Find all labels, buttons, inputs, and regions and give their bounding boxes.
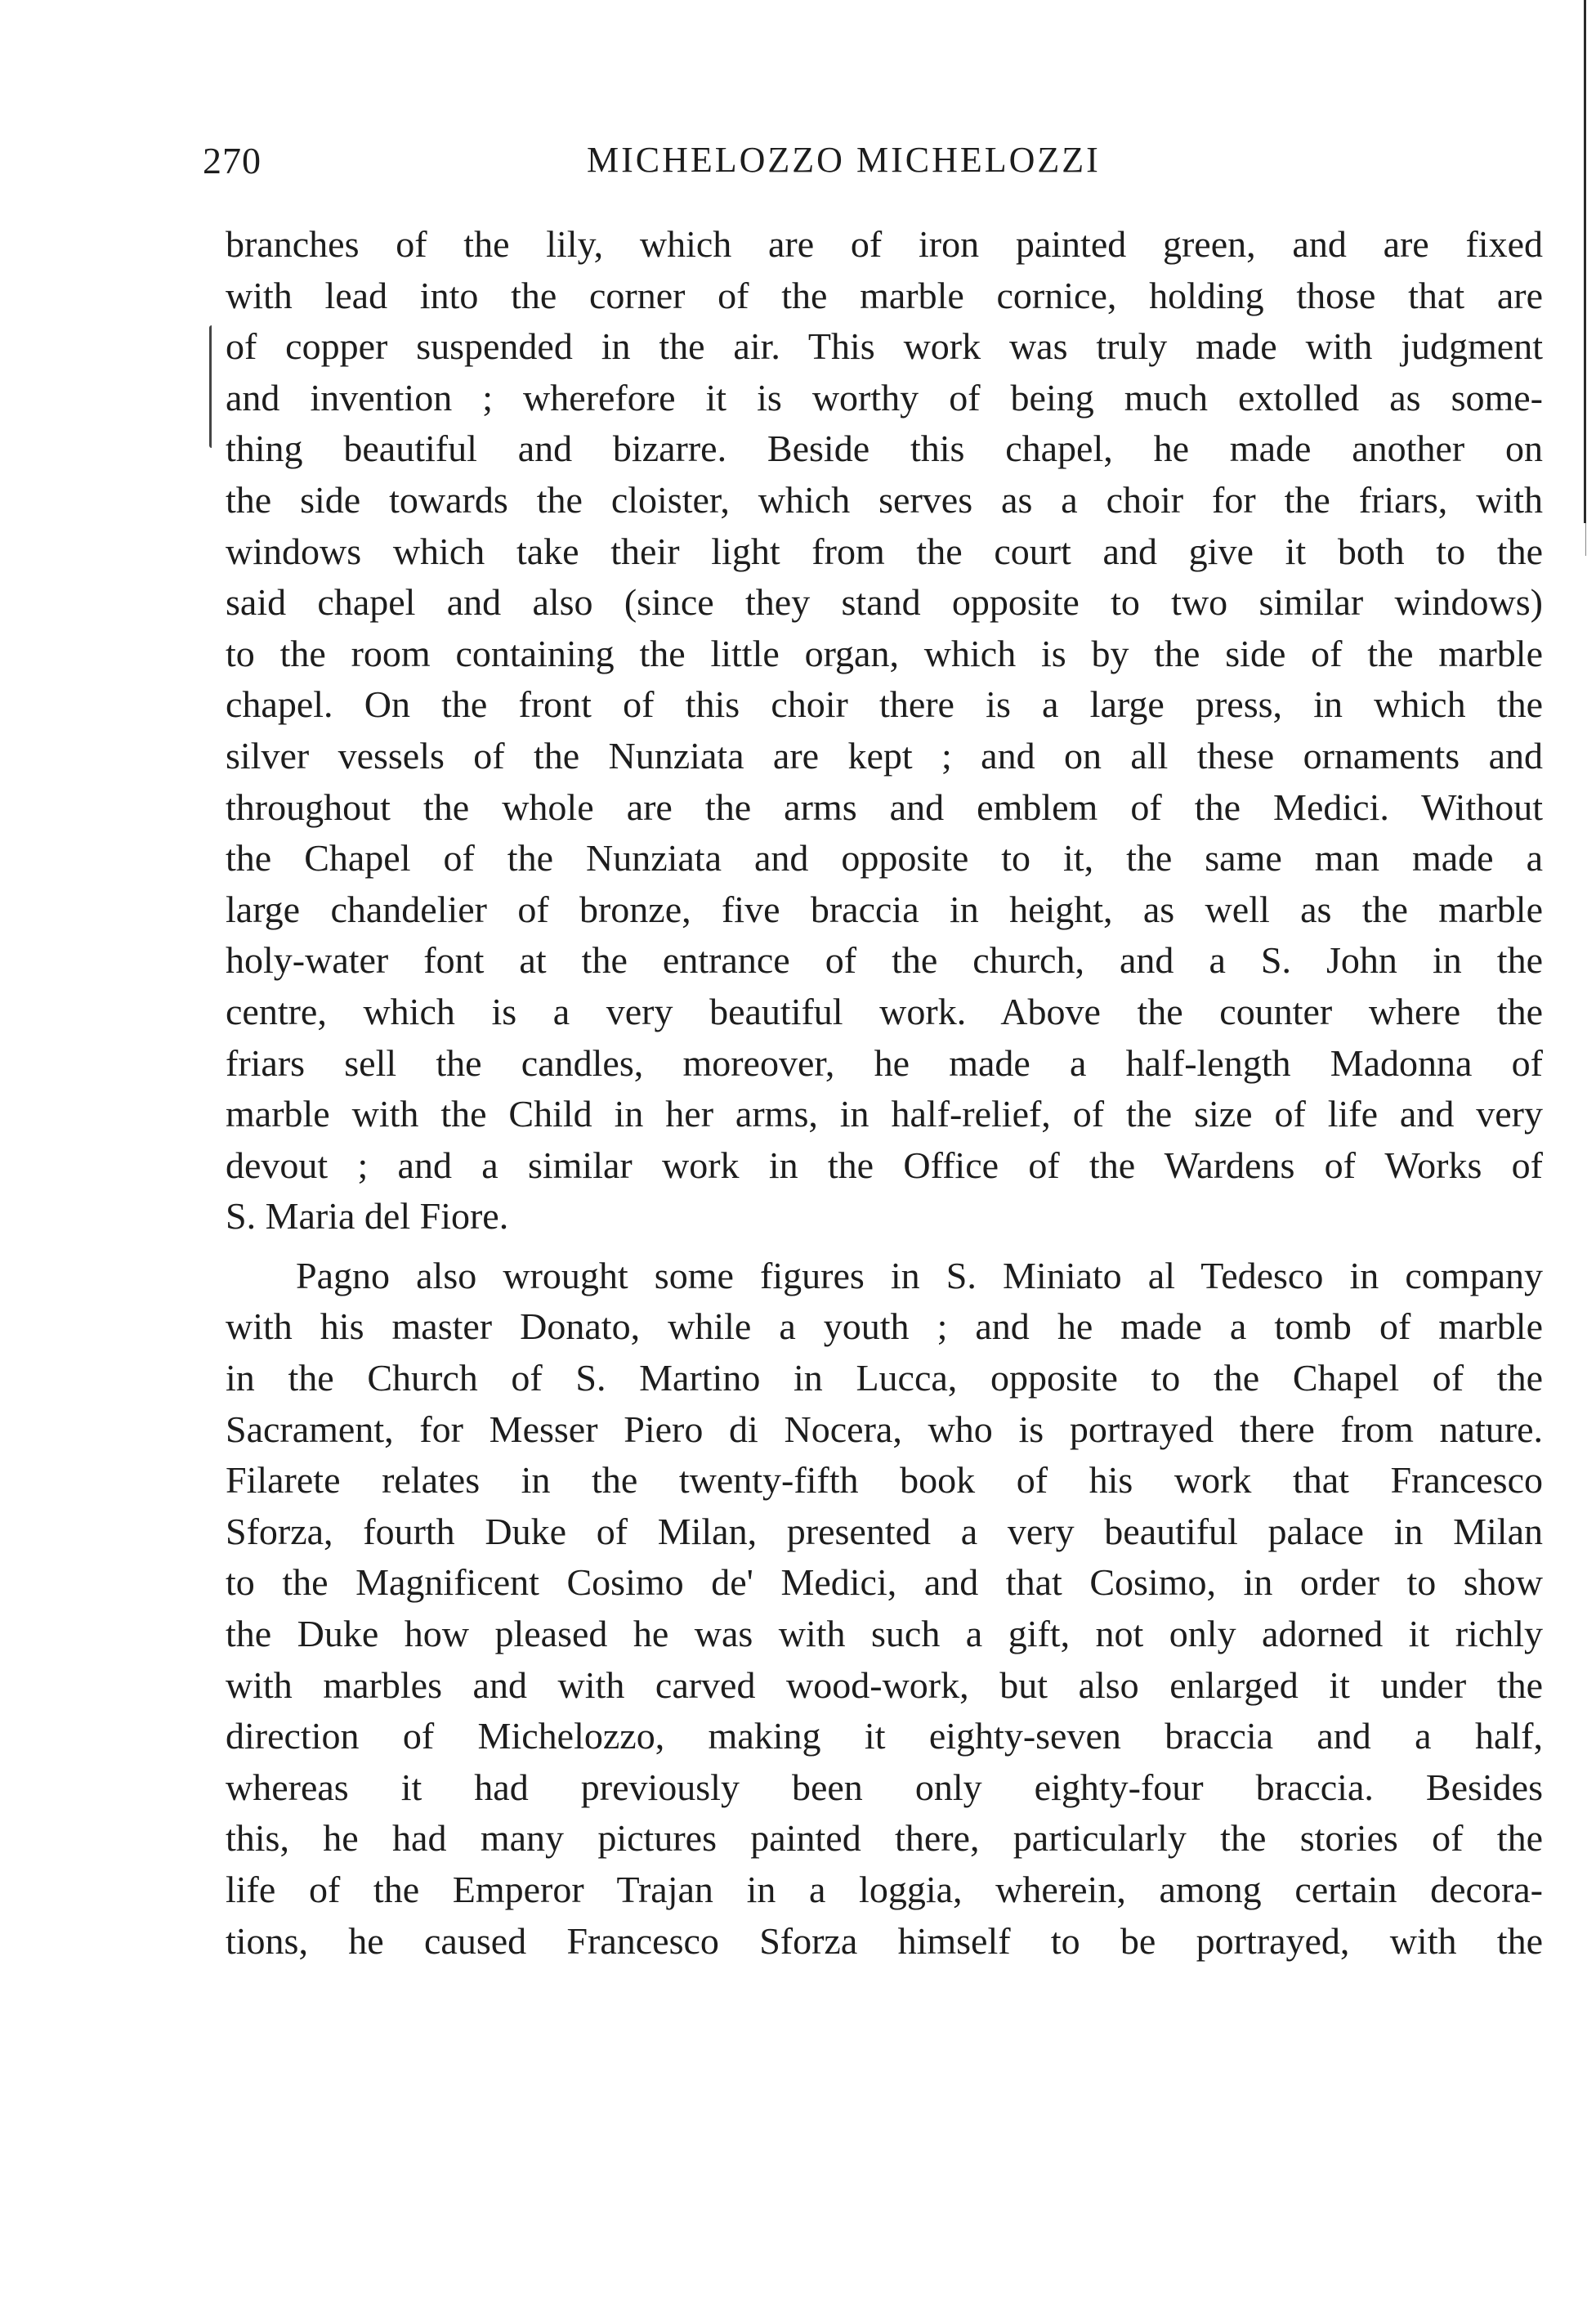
- paragraph-2: [226, 1251, 1543, 1967]
- text-line: large chandelier of bronze, five braccia in height, as well as the marble: [226, 888, 1543, 930]
- text-line: the side towards the cloister, which serves as a choir for the friars, with: [226, 478, 1543, 521]
- text-line: direction of Michelozzo, making it eighty-seven braccia and a half,: [226, 1715, 1543, 1757]
- page-edge-line: [1584, 0, 1586, 523]
- text-line: in the Church of S. Martino in Lucca, opposite to the Chapel of the: [226, 1357, 1543, 1399]
- paragraph-break: [226, 1242, 1543, 1251]
- text-line: to the Magnificent Cosimo de' Medici, and that Cosimo, in order to show: [226, 1561, 1543, 1604]
- text-line: and invention ; wherefore it is worthy of being much extolled as some-: [226, 376, 1543, 419]
- text-line: centre, which is a very beautiful work. Above the counter where the: [226, 990, 1543, 1032]
- text-line: to the room containing the little organ, which is by the side of the marble: [226, 632, 1543, 674]
- text-line: silver vessels of the Nunziata are kept ; and on all these ornaments and: [226, 734, 1543, 777]
- text-line: thing beautiful and bizarre. Beside this chapel, he made another on: [226, 428, 1543, 470]
- text-line: this, he had many pictures painted there, particularly the stories of the: [226, 1817, 1543, 1860]
- text-line: throughout the whole are the arms and emblem of the Medici. Without: [226, 786, 1543, 828]
- page-number: 270: [203, 140, 262, 181]
- text-line: life of the Emperor Trajan in a loggia, wherein, among certain decora-: [226, 1869, 1543, 1910]
- text-line: with lead into the corner of the marble cornice, holding those that are: [226, 274, 1543, 316]
- page-edge-line-faint: [1585, 523, 1586, 556]
- text-line: branches of the lily, which are of iron painted green, and are fixed: [226, 223, 1543, 265]
- text-line: with his master Donato, while a youth ; and he made a tomb of marble: [226, 1305, 1543, 1348]
- running-title: MICHELOZZO MICHELOZZI: [587, 140, 1101, 180]
- text-line: devout ; and a similar work in the Office of the Wardens of Works of: [226, 1144, 1543, 1186]
- text-line: Sacrament, for Messer Piero di Nocera, who is portrayed there from nature.: [226, 1408, 1543, 1450]
- text-line: with marbles and with carved wood-work, but also enlarged it under the: [226, 1663, 1543, 1706]
- paragraph-1: [226, 219, 1543, 1242]
- text-line: said chapel and also (since they stand opposite to two similar windows): [226, 581, 1543, 624]
- body-text: [226, 219, 1543, 1967]
- text-line: Filarete relates in the twenty-fifth book of his work that Francesco: [226, 1459, 1543, 1502]
- text-line: friars sell the candles, moreover, he made a half-length Madonna of: [226, 1041, 1543, 1084]
- text-line: Pagno also wrought some figures in S. Miniato al Tedesco in company: [296, 1254, 1543, 1296]
- text-line: whereas it had previously been only eighty-four braccia. Besides: [226, 1766, 1543, 1808]
- text-line: chapel. On the front of this choir there is a large press, in which the: [226, 683, 1543, 726]
- text-line: the Chapel of the Nunziata and opposite to it, the same man made a: [226, 837, 1543, 880]
- text-line: marble with the Child in her arms, in half-relief, of the size of life and very: [226, 1093, 1543, 1135]
- text-line: of copper suspended in the air. This work was truly made with judgment: [226, 325, 1543, 368]
- text-line: S. Maria del Fiore.: [226, 1195, 509, 1238]
- running-head: [203, 139, 1543, 188]
- text-line: Sforza, fourth Duke of Milan, presented a very beautiful palace in Milan: [226, 1510, 1543, 1552]
- text-line: windows which take their light from the court and give it both to the: [226, 530, 1543, 572]
- text-line: tions, he caused Francesco Sforza himself to be portrayed, with the: [226, 1919, 1543, 1962]
- text-line: holy-water font at the entrance of the church, and a S. John in the: [226, 939, 1543, 982]
- text-line: the Duke how pleased he was with such a gift, not only adorned it richly: [226, 1613, 1543, 1655]
- margin-bracket-mark: [209, 325, 217, 448]
